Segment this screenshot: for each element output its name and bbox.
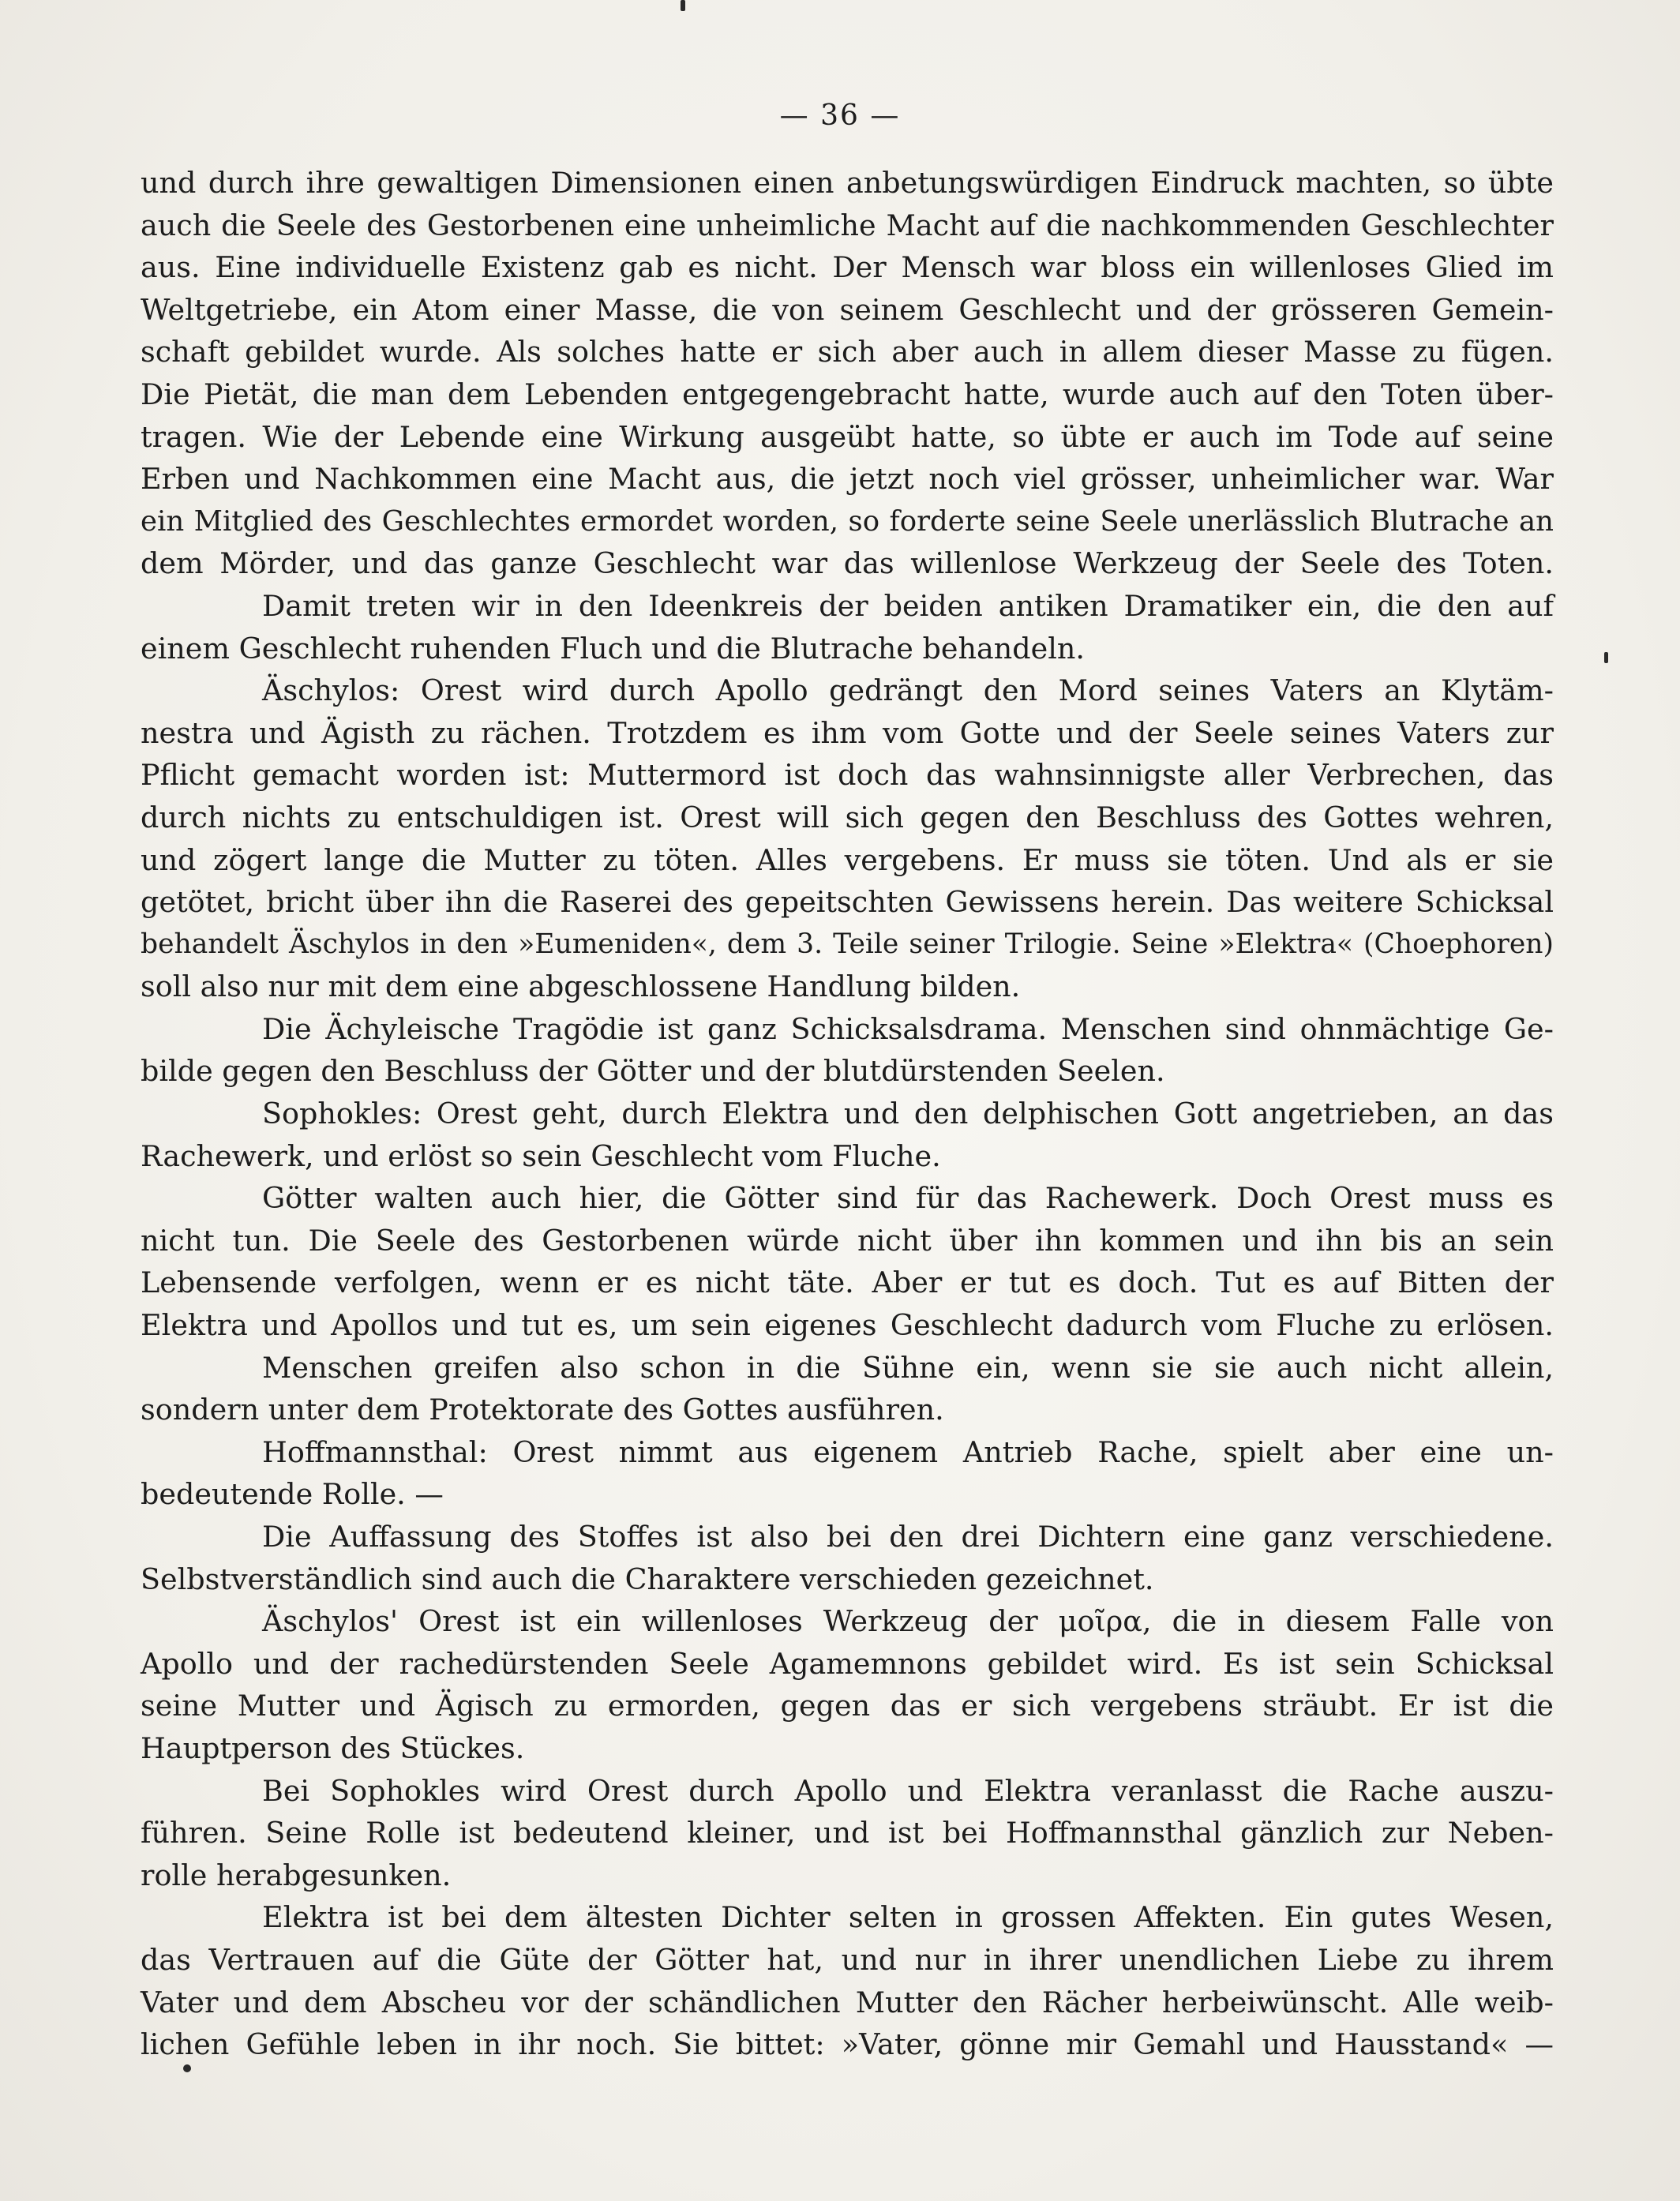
text-line: und zögert lange die Mutter zu töten. Alles vergebens. Er muss sie töten. Und als er sie	[141, 842, 1554, 877]
text-line: Apollo und der rachedürstenden Seele Agamemnons gebildet wird. Es ist sein Schicksal	[141, 1646, 1554, 1681]
text-line: Die Pietät, die man dem Lebenden entgegengebracht hatte, wurde auch auf den Toten über-	[141, 377, 1554, 411]
text-line: Äschylos: Orest wird durch Apollo gedrängt den Mord seines Vaters an Klytäm-	[262, 673, 1554, 708]
text-line: Die Ächyleische Tragödie ist ganz Schicksalsdrama. Menschen sind ohnmächtige Ge-	[262, 1011, 1554, 1046]
text-line: Elektra und Apollos und tut es, um sein eigenes Geschlecht dadurch vom Fluche zu erlösen.	[141, 1308, 1554, 1343]
text-line: Lebensende verfolgen, wenn er es nicht täte. Aber er tut es doch. Tut es auf Bitten der	[141, 1265, 1554, 1300]
text-line: Hoffmannsthal: Orest nimmt aus eigenem Antrieb Rache, spielt aber eine un-	[262, 1434, 1554, 1469]
text-line: Sophokles: Orest geht, durch Elektra und den delphischen Gott angetrieben, an das	[262, 1097, 1554, 1131]
text-line: aus. Eine individuelle Existenz gab es nicht. Der Mensch war bloss ein willenloses Glied im	[141, 250, 1554, 285]
text-line: durch nichts zu entschuldigen ist. Orest will sich gegen den Beschluss des Gottes wehren,	[141, 800, 1554, 834]
text-line: das Vertrauen auf die Güte der Götter hat, und nur in ihrer unendlichen Liebe zu ihrem	[141, 1942, 1554, 1977]
text-line: ein Mitglied des Geschlechtes ermordet worden, so forderte seine Seele unerlässlich Blutrache an	[141, 504, 1554, 538]
text-line: tragen. Wie der Lebende eine Wirkung ausgeübt hatte, so übte er auch im Tode auf seine	[141, 419, 1554, 454]
page-number: — 36 —	[779, 99, 901, 132]
scan-artifact-dot	[1604, 652, 1608, 663]
text-line: Erben und Nachkommen eine Macht aus, die jetzt noch viel grösser, unheimlicher war. War	[141, 462, 1554, 497]
text-line: seine Mutter und Ägisch zu ermorden, gegen das er sich vergebens sträubt. Er ist die	[141, 1689, 1554, 1723]
text-line: sondern unter dem Protektorate des Gottes ausführen.	[141, 1393, 944, 1427]
text-line: Damit treten wir in den Ideenkreis der beiden antiken Dramatiker ein, die den auf	[262, 588, 1554, 623]
text-line: Hauptperson des Stückes.	[141, 1730, 525, 1765]
text-line: Äschylos' Orest ist ein willenloses Werkzeug der μοῖρα, die in diesem Falle von	[262, 1604, 1554, 1639]
text-line: bilde gegen den Beschluss der Götter und der blutdürstenden Seelen.	[141, 1054, 1165, 1089]
text-line: Vater und dem Abscheu vor der schändlichen Mutter den Rächer herbeiwünscht. Alle weib-	[141, 1985, 1554, 2019]
text-line: dem Mörder, und das ganze Geschlecht war das willenlose Werkzeug der Seele des Toten.	[141, 546, 1554, 581]
text-line: auch die Seele des Gestorbenen eine unheimliche Macht auf die nachkommenden Geschlechter	[141, 208, 1554, 242]
text-line: bedeutende Rolle. —	[141, 1477, 444, 1512]
text-line: Götter walten auch hier, die Götter sind für das Rachewerk. Doch Orest muss es	[262, 1181, 1554, 1216]
text-line: Pflicht gemacht worden ist: Muttermord ist doch das wahnsinnigste aller Verbrechen, das	[141, 758, 1554, 793]
text-line: Die Auffassung des Stoffes ist also bei den drei Dichtern eine ganz verschiedene.	[262, 1520, 1554, 1554]
text-line: Rachewerk, und erlöst so sein Geschlecht vom Fluche.	[141, 1138, 941, 1173]
text-line: führen. Seine Rolle ist bedeutend kleiner, und ist bei Hoffmannsthal gänzlich zur Neben-	[141, 1816, 1554, 1850]
text-line: rolle herabgesunken.	[141, 1858, 452, 1892]
scan-artifact-dot	[183, 2064, 191, 2072]
text-line: lichen Gefühle leben in ihr noch. Sie bittet: »Vater, gönne mir Gemahl und Hausstand« —	[141, 2027, 1554, 2062]
text-line: Weltgetriebe, ein Atom einer Masse, die von seinem Geschlecht und der grösseren Gemein-	[141, 292, 1554, 327]
text-line: und durch ihre gewaltigen Dimensionen einen anbetungswürdigen Eindruck machten, so übte	[141, 166, 1554, 200]
text-line: behandelt Äschylos in den »Eumeniden«, dem 3. Teile seiner Trilogie. Seine »Elektra« (Choephoren)	[141, 928, 1554, 960]
text-line: Elektra ist bei dem ältesten Dichter selten in grossen Affekten. Ein gutes Wesen,	[262, 1900, 1554, 1935]
text-line: getötet, bricht über ihn die Raserei des gepeitschten Gewissens herein. Das weitere Schicksal	[141, 885, 1554, 920]
scan-artifact-mark	[681, 0, 685, 11]
text-line: schaft gebildet wurde. Als solches hatte er sich aber auch in allem dieser Masse zu fügen.	[141, 335, 1554, 369]
text-line: Selbstverständlich sind auch die Charaktere verschieden gezeichnet.	[141, 1562, 1154, 1596]
text-line: nicht tun. Die Seele des Gestorbenen würde nicht über ihn kommen und ihn bis an sein	[141, 1223, 1554, 1258]
text-line: soll also nur mit dem eine abgeschlossene Handlung bilden.	[141, 969, 1021, 1004]
text-line: nestra und Ägisth zu rächen. Trotzdem es ihm vom Gotte und der Seele seines Vaters zur	[141, 715, 1554, 750]
text-line: Menschen greifen also schon in die Sühne ein, wenn sie sie auch nicht allein,	[262, 1350, 1554, 1385]
body-text	[141, 162, 1554, 2066]
text-line: einem Geschlecht ruhenden Fluch und die Blutrache behandeln.	[141, 631, 1085, 666]
text-line: Bei Sophokles wird Orest durch Apollo und Elektra veranlasst die Rache auszu-	[262, 1773, 1554, 1808]
